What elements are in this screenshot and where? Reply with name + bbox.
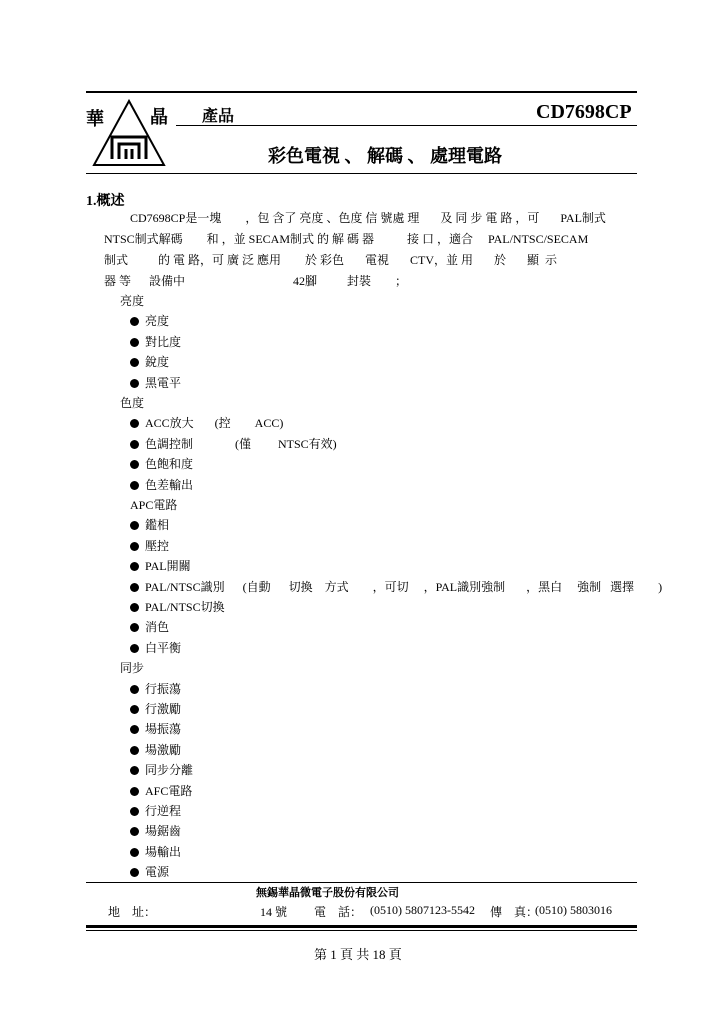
feature-list-item bbox=[130, 720, 181, 737]
feature-item-label: AFC電路 bbox=[145, 783, 193, 798]
feature-item-label: 色調控制 (僅 NTSC有效) bbox=[145, 436, 337, 451]
bullet-icon bbox=[130, 317, 139, 326]
feature-list-item bbox=[130, 537, 169, 554]
feature-item-label: 行激勵 bbox=[145, 702, 182, 716]
bullet-icon bbox=[130, 562, 139, 571]
feature-list-item bbox=[130, 822, 181, 839]
footer-double-rule-thick bbox=[86, 925, 637, 928]
feature-group-heading: APC電路 bbox=[130, 498, 178, 512]
bullet-icon bbox=[130, 440, 139, 449]
feature-list-item bbox=[130, 843, 181, 860]
bullet-icon bbox=[130, 542, 139, 551]
feature-list-item bbox=[130, 476, 193, 493]
bullet-icon bbox=[130, 807, 139, 816]
bullet-icon bbox=[130, 827, 139, 836]
feature-item-label: 色差輸出 bbox=[145, 477, 194, 492]
feature-list-item bbox=[130, 802, 181, 819]
footer-phone-label: 電 話： bbox=[314, 905, 363, 919]
paragraph-line: 器 等 設備中 42腳 封裝 ； bbox=[104, 274, 408, 288]
feature-list-item bbox=[130, 700, 181, 717]
feature-item-label: ACC放大 (控 ACC) bbox=[145, 416, 284, 431]
bullet-icon bbox=[130, 460, 139, 469]
feature-item-label: 場振蕩 bbox=[145, 722, 182, 737]
bullet-icon bbox=[130, 338, 139, 347]
feature-item-label: 場激勵 bbox=[145, 742, 182, 757]
paragraph-line: CD7698CP是一塊 ，包 含了 亮度 、色度 信 號處 理 及 同 步 電 路 ，可 PAL制式 bbox=[130, 211, 606, 225]
bullet-icon bbox=[130, 481, 139, 490]
feature-item-label: 行振蕩 bbox=[145, 681, 182, 696]
feature-list-item bbox=[130, 680, 181, 697]
company-logo bbox=[86, 97, 172, 169]
feature-item-label: PAL/NTSC切換 bbox=[145, 600, 225, 614]
feature-list-item bbox=[130, 374, 181, 391]
footer-address: 14 號 bbox=[260, 905, 288, 919]
part-number: CD7698CP bbox=[536, 101, 632, 123]
feature-group-heading: 同步 bbox=[120, 661, 145, 676]
footer-company: 無錫華晶微電子股份有限公司 bbox=[256, 887, 399, 899]
feature-item-label: 場輸出 bbox=[145, 844, 182, 859]
footer-fax: (0510) 5803016 bbox=[535, 903, 612, 917]
feature-item-label: 銳度 bbox=[145, 355, 170, 370]
bullet-icon bbox=[130, 685, 139, 694]
logo-text-left: 華 bbox=[86, 109, 104, 129]
feature-list-item bbox=[130, 455, 193, 472]
footer-phone: (0510) 5807123-5542 bbox=[370, 903, 475, 917]
bullet-icon bbox=[130, 848, 139, 857]
bullet-icon bbox=[130, 705, 139, 714]
footer-top-rule bbox=[86, 882, 637, 883]
footer-fax-label: 傳 真： bbox=[490, 905, 539, 919]
section-title: 1.概述 bbox=[86, 194, 125, 209]
bullet-icon bbox=[130, 623, 139, 632]
footer-double-rule-thin bbox=[86, 930, 637, 931]
section-mark: 產品 bbox=[202, 108, 235, 125]
feature-item-label: 白平衡 bbox=[145, 640, 182, 655]
feature-list-item bbox=[130, 741, 181, 758]
feature-group-heading: 亮度 bbox=[120, 294, 145, 308]
feature-list-item bbox=[130, 578, 662, 595]
feature-item-label: PAL開關 bbox=[145, 559, 191, 574]
feature-item-label: 場鋸齒 bbox=[145, 824, 182, 839]
bullet-icon bbox=[130, 725, 139, 734]
paragraph-line: NTSC制式解碼 和 ，並 SECAM制式 的 解 碼 器 接 口 ，適合 PAL/NTSC/SECAM bbox=[104, 232, 589, 246]
feature-list-item bbox=[130, 782, 192, 799]
paragraph-line: 制式 的 電 路，可 廣 泛 應用 於 彩色 電視 CTV，並 用 於 顯 示 bbox=[104, 253, 558, 267]
bullet-icon bbox=[130, 603, 139, 612]
bullet-icon bbox=[130, 379, 139, 388]
feature-list-item bbox=[130, 353, 169, 370]
feature-list-item bbox=[130, 761, 193, 778]
bullet-icon bbox=[130, 746, 139, 755]
feature-item-label: 鑑相 bbox=[145, 518, 170, 533]
bullet-icon bbox=[130, 766, 139, 775]
feature-list-item bbox=[130, 333, 181, 350]
subtitle-rule bbox=[86, 173, 637, 174]
bullet-icon bbox=[130, 419, 139, 428]
feature-item-label: 對比度 bbox=[145, 334, 182, 349]
feature-list-item bbox=[130, 435, 337, 452]
feature-item-label: 電源 bbox=[145, 865, 170, 880]
feature-item-label: 消色 bbox=[145, 620, 170, 635]
bullet-icon bbox=[130, 583, 139, 592]
document-subtitle: 彩色電視 、 解碼 、 處理電路 bbox=[268, 146, 502, 166]
feature-item-label: 行逆程 bbox=[145, 804, 182, 818]
feature-list-item bbox=[130, 516, 169, 533]
feature-item-label: 色飽和度 bbox=[145, 457, 194, 472]
feature-item-label: 壓控 bbox=[145, 538, 170, 553]
feature-list-item bbox=[130, 618, 169, 635]
feature-list-item bbox=[130, 598, 225, 615]
feature-list-item bbox=[130, 414, 283, 431]
bullet-icon bbox=[130, 868, 139, 877]
logo-text-right: 晶 bbox=[150, 107, 168, 127]
footer-address-label: 地 址： bbox=[108, 905, 157, 919]
top-rule bbox=[86, 91, 637, 93]
bullet-icon bbox=[130, 644, 139, 653]
feature-item-label: 亮度 bbox=[145, 314, 170, 329]
feature-item-label: 同步分離 bbox=[145, 763, 194, 778]
bullet-icon bbox=[130, 787, 139, 796]
feature-list-item bbox=[130, 639, 181, 656]
feature-list-item bbox=[130, 863, 169, 880]
bullet-icon bbox=[130, 358, 139, 367]
bullet-icon bbox=[130, 521, 139, 530]
feature-item-label: 黑電平 bbox=[145, 375, 182, 390]
feature-list-item bbox=[130, 312, 169, 329]
feature-item-label: PAL/NTSC識別 (自動 切換 方式 ，可切 ，PAL識別強制 ，黑白 強制 選擇 ) bbox=[145, 579, 663, 594]
header-rule bbox=[176, 125, 637, 126]
feature-group-heading: 色度 bbox=[120, 396, 145, 410]
feature-list-item bbox=[130, 557, 191, 574]
page-number: 第 1 頁 共 18 頁 bbox=[314, 947, 402, 962]
